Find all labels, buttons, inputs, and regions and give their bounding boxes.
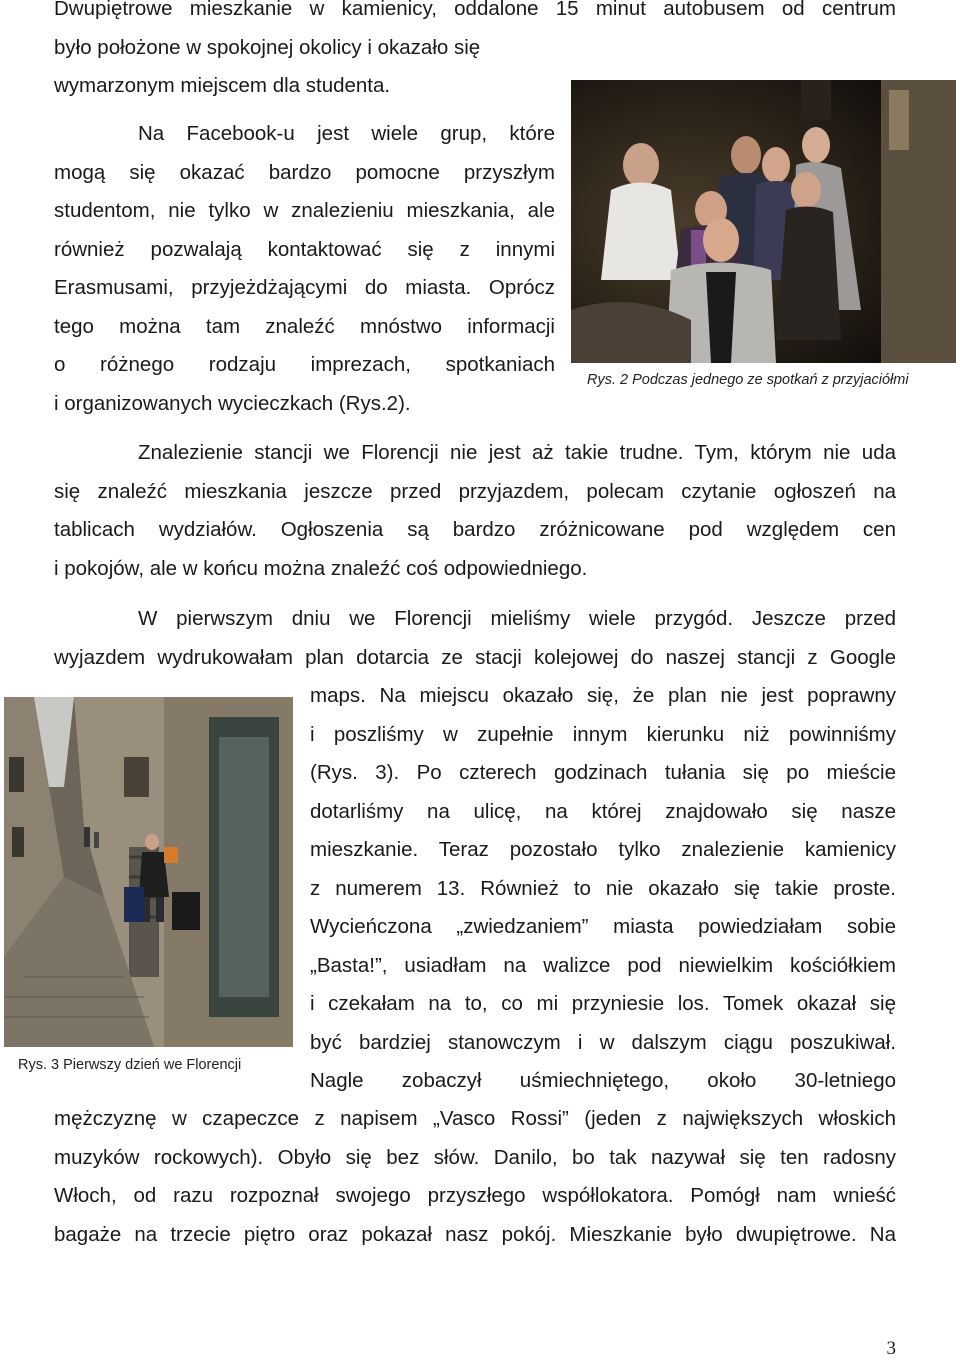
- paragraph-4-bottom: [54, 1100, 896, 1254]
- text-line: również pozwalają kontaktować się z innymi: [54, 237, 555, 261]
- group-photo-image: [571, 80, 956, 363]
- text-line: wyjazdem wydrukowałam plan dotarcia ze stacji kolejowej do naszej stancji z Google: [54, 645, 896, 669]
- text-line: i pokojów, ale w końcu można znaleźć coś odpowiedniego.: [54, 556, 588, 580]
- paragraph-4-side: [310, 677, 896, 1101]
- text-line: Znalezienie stancji we Florencji nie jest aż takie trudne. Tym, którym nie uda: [138, 441, 896, 464]
- text-line: i poszliśmy w zupełnie innym kierunku niż powinniśmy: [310, 722, 896, 746]
- text-line: tablicach wydziałów. Ogłoszenia są bardzo zróżnicowane pod względem cen: [54, 518, 896, 541]
- text-line: Na Facebook-u jest wiele grup, które: [138, 122, 555, 145]
- text-line: mogą się okazać bardzo pomocne przyszłym: [54, 160, 555, 184]
- paragraph-4-top: [54, 600, 896, 677]
- text-line: Nagle zobaczył uśmiechniętego, około 30-letniego: [310, 1069, 896, 1092]
- paragraph-3: [54, 434, 896, 588]
- text-line: mieszkanie. Teraz pozostało tylko znalezienie kamienicy: [310, 838, 896, 861]
- text-line: i organizowanych wycieczkach (Rys.2).: [54, 391, 411, 415]
- figure-3-photo: [4, 697, 293, 1047]
- figure-2-caption: Rys. 2 Podczas jednego ze spotkań z przyjaciółmi: [587, 372, 909, 388]
- text-line: mężczyznę w czapeczce z napisem „Vasco Rossi” (jeden z największych włoskich: [54, 1107, 896, 1130]
- text-line: tego można tam znaleźć mnóstwo informacji: [54, 314, 555, 338]
- figure-2-photo: [571, 80, 956, 363]
- text-line: bagaże na trzecie piętro oraz pokazał nasz pokój. Mieszkanie było dwupiętrowe. Na: [54, 1222, 896, 1246]
- text-line: (Rys. 3). Po czterech godzinach tułania się po mieście: [310, 761, 896, 784]
- text-line: studentom, nie tylko w znalezieniu mieszkania, ale: [54, 199, 555, 222]
- paragraph-2: [54, 115, 555, 423]
- text-line: o różnego rodzaju imprezach, spotkaniach: [54, 353, 555, 376]
- text-line: „Basta!”, usiadłam na walizce pod niewielkim kościółkiem: [310, 953, 896, 977]
- text-line: W pierwszym dniu we Florencji mieliśmy wiele przygód. Jeszcze przed: [138, 607, 896, 630]
- text-line: i czekałam na to, co mi przyniesie los. Tomek okazał się: [310, 992, 896, 1015]
- text-line: Wycieńczona „zwiedzaniem” miasta powiedziałam sobie: [310, 915, 896, 938]
- text-line: było położone w spokojnej okolicy i okazało się: [54, 35, 481, 59]
- page-number: 3: [886, 1338, 896, 1359]
- text-line: się znaleźć mieszkania jeszcze przed przyjazdem, polecam czytanie ogłoszeń na: [54, 479, 896, 503]
- text-line: być bardziej stanowczym i w dalszym ciągu poszukiwał.: [310, 1030, 896, 1054]
- text-line: Dwupiętrowe mieszkanie w kamienicy, oddalone 15 minut autobusem od centrum: [54, 0, 896, 20]
- figure-3-caption: Rys. 3 Pierwszy dzień we Florencji: [18, 1057, 242, 1073]
- text-line: Erasmusami, przyjeżdżającymi do miasta. Oprócz: [54, 276, 555, 299]
- street-photo-image: [4, 697, 293, 1047]
- text-line: dotarliśmy na ulicę, na której znajdowało się nasze: [310, 799, 896, 823]
- text-line: wymarzonym miejscem dla studenta.: [54, 74, 391, 97]
- text-line: maps. Na miejscu okazało się, że plan nie jest poprawny: [310, 684, 896, 707]
- text-line: z numerem 13. Również to nie okazało się takie proste.: [310, 876, 896, 900]
- text-line: muzyków rockowych). Obyło się bez słów. Danilo, bo tak nazywał się ten radosny: [54, 1145, 896, 1169]
- text-line: Włoch, od razu rozpoznał swojego przyszłego współlokatora. Pomógł nam wnieść: [54, 1184, 896, 1207]
